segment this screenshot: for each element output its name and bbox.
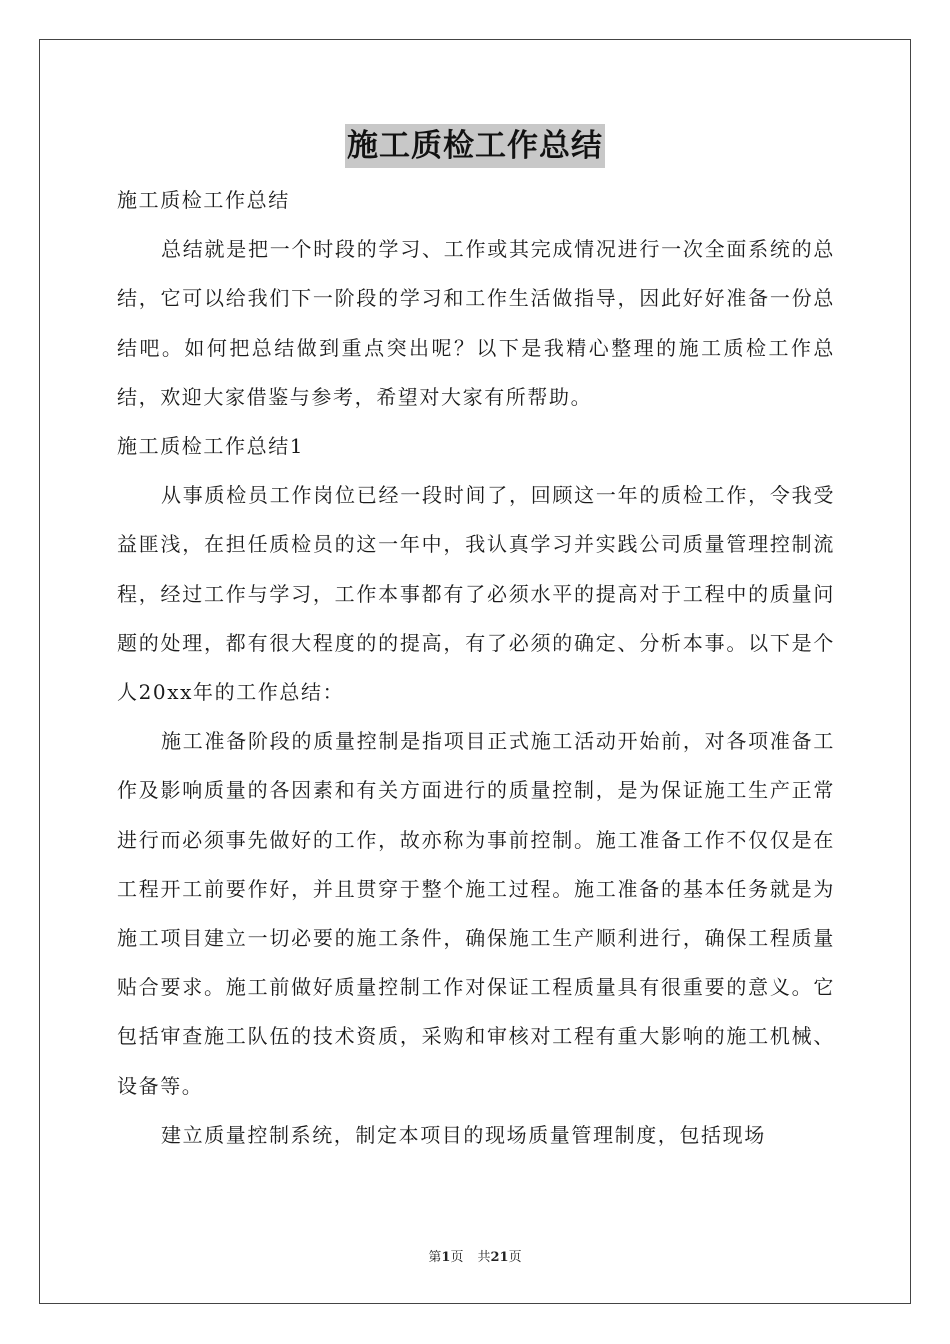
document-body [117, 176, 835, 1160]
paragraph-preparation: 施工准备阶段的质量控制是指项目正式施工活动开始前，对各项准备工作及影响质量的各因素和有关方面进行的质量控制，是为保证施工生产正常进行而必须事先做好的工作，故亦称为事前控制。施工准备工作不仅仅是在工程开工前要作好，并且贯穿于整个施工过程。施工准备的基本任务就是为施工项目建立一切必要的施工条件，确保施工生产顺利进行，确保工程质量贴合要求。施工前做好质量控制工作对保证工程质量具有很重要的意义。它包括审查施工队伍的技术资质，采购和审核对工程有重大影响的施工机械、设备等。 [117, 729, 835, 1098]
section-heading-1: 施工质检工作总结1 [117, 434, 305, 459]
paragraph-overview: 从事质检员工作岗位已经一段时间了，回顾这一年的质检工作，令我受益匪浅，在担任质检员的这一年中，我认真学习并实践公司质量管理控制流程，经过工作与学习，工作本事都有了必须水平的提高对于工程中的质量问题的处理，都有很大程度的的提高，有了必须的确定、分析本事。以下是个人20xx年的工作总结： [117, 483, 835, 705]
page-number-label: 第1页 [428, 1250, 464, 1265]
paragraph-system: 建立质量控制系统，制定本项目的现场质量管理制度，包括现场 [161, 1122, 766, 1147]
page-total-label: 共21页 [477, 1250, 522, 1265]
page-footer [0, 1246, 950, 1265]
paragraph-subtitle: 施工质检工作总结 [117, 188, 290, 212]
document-title: 施工质检工作总结 [345, 124, 605, 168]
title-area [0, 124, 950, 168]
paragraph-intro: 总结就是把一个时段的学习、工作或其完成情况进行一次全面系统的总结，它可以给我们下一阶段的学习和工作生活做指导，因此好好准备一份总结吧。如何把总结做到重点突出呢？以下是我精心整理的施工质检工作总结，欢迎大家借鉴与参考，希望对大家有所帮助。 [117, 237, 835, 409]
